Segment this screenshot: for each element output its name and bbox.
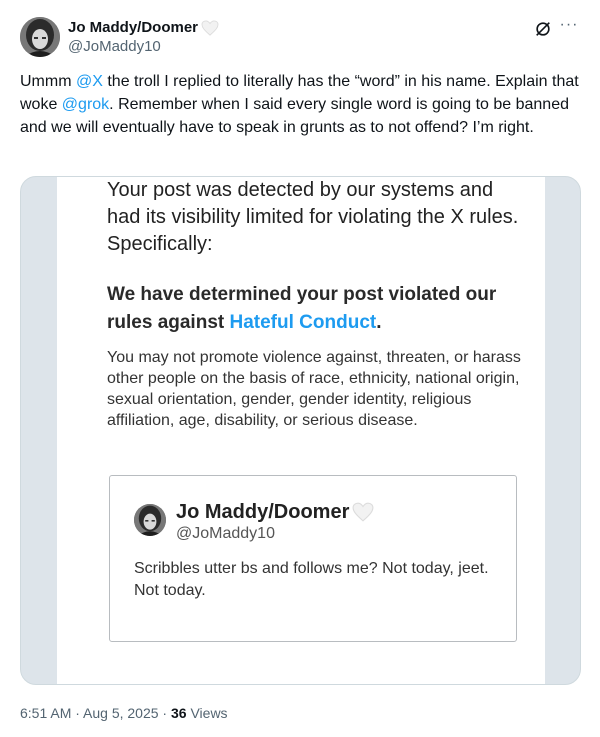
quoted-display-name: Jo Maddy/Doomer (176, 501, 350, 523)
quoted-post (109, 475, 517, 642)
violation-heading-period: . (376, 312, 382, 333)
mention-x-link[interactable]: @X (75, 73, 103, 90)
tweet-text-part: the troll I replied to literally has the “word” in his name. Explain that woke (20, 73, 579, 113)
views-count: 36 (171, 705, 187, 721)
avatar[interactable] (20, 17, 60, 57)
policy-text: You may not promote violence against, threaten, or harass other people on the basis of race, ethnicity, national origin, sexual orientation, gender, gender identity, religious affiliation, age, disability, or serious disease. (107, 349, 521, 429)
post-timestamp[interactable]: 6:51 AM · Aug 5, 2025 · (20, 705, 171, 721)
tweet-text-part: . Remember when I said every single word is going to be banned and we will eventually have to speak in grunts as to not offend? I’m right. (20, 96, 569, 136)
tweet-text-part: Ummm (20, 73, 76, 90)
post-meta (20, 703, 228, 723)
violation-notice: Your post was detected by our systems and had its visibility limited for violating the X rules. Specifically: (107, 179, 519, 255)
hateful-conduct-link: Hateful Conduct (229, 312, 377, 333)
more-icon[interactable]: ··· (559, 16, 579, 33)
screenshot-content (57, 177, 545, 685)
author-block (68, 18, 219, 57)
views-label: Views (186, 705, 228, 721)
violation-heading (107, 281, 527, 337)
white-heart-icon (352, 502, 374, 522)
mention-grok-link[interactable]: @grok (61, 96, 110, 113)
quoted-name-row (176, 500, 374, 524)
author-display-name[interactable]: Jo Maddy/Doomer (68, 19, 199, 36)
quoted-avatar (134, 504, 166, 536)
tweet-header (20, 14, 580, 60)
quoted-handle: @JoMaddy10 (176, 525, 275, 542)
media-image[interactable] (20, 176, 581, 685)
author-name-row[interactable] (68, 18, 219, 37)
grok-icon[interactable] (534, 20, 552, 38)
quoted-text: Scribbles utter bs and follows me? Not today, jeet. Not today. (134, 560, 489, 599)
white-heart-icon (201, 20, 219, 36)
tweet-text (20, 70, 580, 139)
author-handle[interactable]: @JoMaddy10 (68, 38, 161, 55)
violation-heading-text: We have determined your post violated our rules against (107, 284, 497, 333)
